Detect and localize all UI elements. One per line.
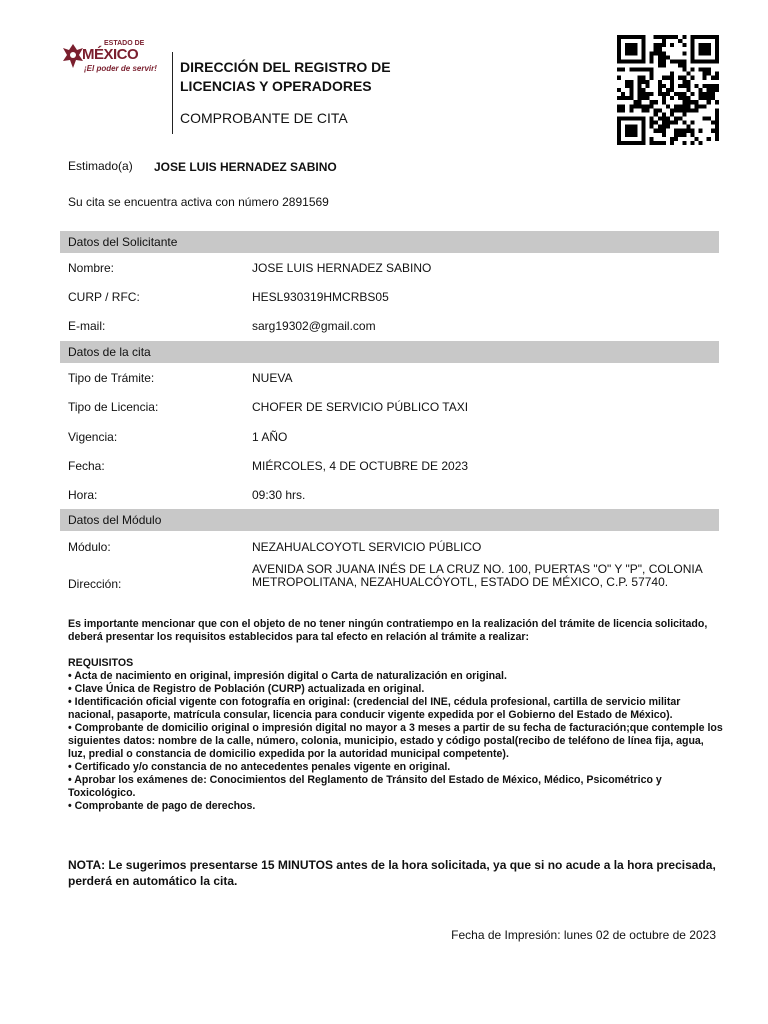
page-subtitle: COMPROBANTE DE CITA (180, 110, 348, 126)
note-text: NOTA: Le sugerimos presentarse 15 MINUTOS antes de la hora solicitada, ya que si no acude a la hora precisada, perderá en automático la cita. (68, 858, 716, 888)
greeting-name: JOSE LUIS HERNADEZ SABINO (154, 160, 337, 174)
title-line-2: LICENCIAS Y OPERADORES (180, 78, 372, 94)
field-label: E-mail: (68, 319, 106, 333)
requirement-item: • Clave Única de Registro de Población (CURP) actualizada en original. (68, 683, 425, 695)
header-divider (172, 52, 173, 134)
title-line-1: DIRECCIÓN DEL REGISTRO DE (180, 59, 391, 75)
requirements-title: REQUISITOS (68, 657, 134, 669)
field-value-license-type: CHOFER DE SERVICIO PÚBLICO TAXI (252, 400, 469, 414)
field-value-curp: HESL930319HMCRBS05 (252, 290, 389, 304)
field-label: Nombre: (68, 261, 115, 275)
field-value-date: MIÉRCOLES, 4 DE OCTUBRE DE 2023 (252, 459, 469, 473)
field-value-address: AVENIDA SOR JUANA INÉS DE LA CRUZ NO. 100, PUERTAS "O" Y "P", COLONIA METROPOLITANA, NEZAHUALCÓYOTL, ESTADO DE MÉXICO, C.P. 57740. (252, 562, 703, 589)
field-label: Hora: (68, 488, 98, 502)
page-title (180, 58, 391, 96)
field-value-validity: 1 AÑO (252, 430, 288, 444)
requirement-item: • Comprobante de pago de derechos. (68, 800, 256, 812)
field-label: Vigencia: (68, 430, 118, 444)
greeting-label: Estimado(a) (68, 159, 133, 173)
field-label: Tipo de Licencia: (68, 400, 159, 414)
field-label: Dirección: (68, 577, 122, 591)
requirements-block (68, 657, 723, 813)
requirement-item: • Aprobar los exámenes de: Conocimientos del Reglamento de Tránsito del Estado de México, Médico, Psicométrico y Toxicológico. (68, 774, 662, 799)
field-label: Fecha: (68, 459, 105, 473)
section-header-applicant: Datos del Solicitante (60, 231, 719, 253)
field-value-module: NEZAHUALCOYOTL SERVICIO PÚBLICO (252, 540, 482, 554)
requirement-item: • Comprobante de domicilio original o impresión digital no mayor a 3 meses a partir de su fecha de facturación;que contemple los siguientes datos: nombre de la calle, número, colonia, municipio, estado y código postal(recibo de teléfono de línea fija, agua, luz, predial o constancia de domicilio expedida por la autoridad municipal competente). (68, 722, 723, 760)
appointment-status: Su cita se encuentra activa con número 2891569 (68, 195, 329, 209)
requirement-item: • Acta de nacimiento en original, impresión digital o Carta de naturalización en original. (68, 670, 507, 682)
requirement-item: • Identificación oficial vigente con fotografía en original: (credencial del INE, cédula profesional, cartilla de servicio militar nacional, pasaporte, matrícula consular, licencia para conducir vigente expedida por el Gobierno del Estado de México). (68, 696, 681, 721)
field-value-email: sarg19302@gmail.com (252, 319, 376, 333)
field-label: Módulo: (68, 540, 111, 554)
field-label: Tipo de Trámite: (68, 371, 155, 385)
logo-slogan: ¡El poder de servir! (84, 64, 157, 73)
field-value-name: JOSE LUIS HERNADEZ SABINO (252, 261, 432, 275)
section-header-module: Datos del Módulo (60, 509, 719, 531)
logo-name: MÉXICO (82, 46, 139, 63)
requirement-item: • Certificado y/o constancia de no antecedentes penales vigente en original. (68, 761, 451, 773)
notice-text: Es importante mencionar que con el objeto de no tener ningún contratiempo en la realización del trámite de licencia solicitado, deberá presentar los requisitos establecidos para tal efecto en relación al trámite a realizar: (68, 618, 708, 643)
field-label: CURP / RFC: (68, 290, 140, 304)
section-header-appointment: Datos de la cita (60, 341, 719, 363)
field-value-time: 09:30 hrs. (252, 488, 306, 502)
requirements-list (68, 670, 723, 813)
logo-pretitle: ESTADO DE (104, 40, 145, 47)
print-date: Fecha de Impresión: lunes 02 de octubre de 2023 (451, 928, 716, 942)
state-emblem-icon (62, 42, 84, 76)
state-logo (62, 40, 166, 96)
qr-code-icon (617, 35, 719, 145)
field-value-procedure-type: NUEVA (252, 371, 293, 385)
